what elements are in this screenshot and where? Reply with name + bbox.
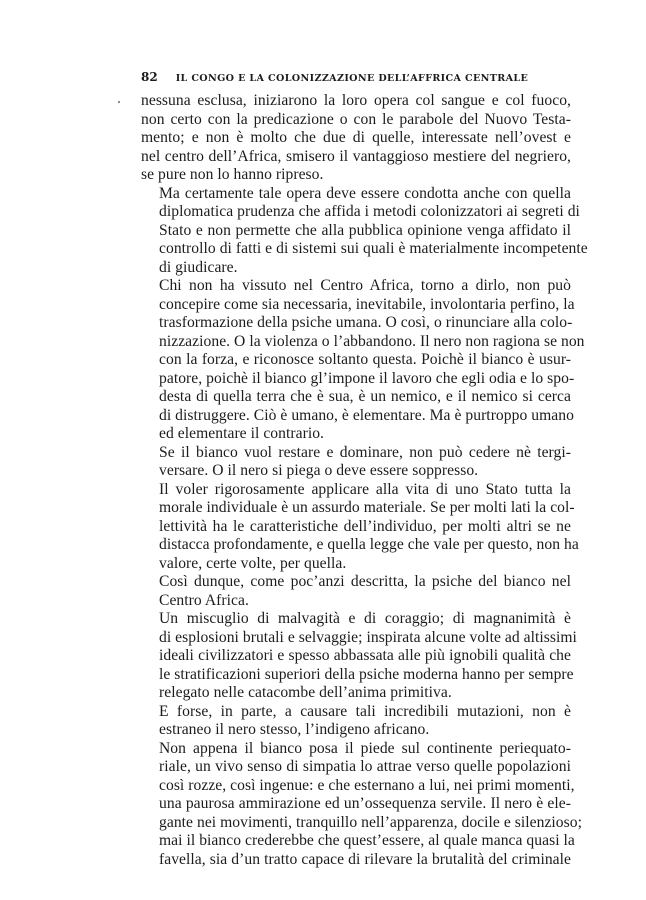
text-line: Centro Africa. (159, 591, 249, 609)
text-line: desta di quella terra che è sua, è un nemico, e il nemico si cerca (159, 388, 571, 405)
text-line: controllo di fatti e di sistemi sui quali è materialmente incompetente (159, 240, 588, 257)
text-line: favella, sia d’un tratto capace di rilevare la brutalità del criminale (159, 850, 571, 868)
text-line: Così dunque, come poc’anzi descritta, la psiche del bianco nel (159, 573, 571, 590)
paragraph (141, 573, 571, 610)
page-number: 82 (141, 70, 158, 84)
text-line: Il voler rigorosamente applicare alla vita di uno Stato tutta la (159, 480, 571, 498)
text-line: lettività ha le caratteristiche dell’individuo, per molti altri se ne (159, 517, 571, 535)
margin-speck (118, 101, 120, 103)
running-header (141, 70, 571, 86)
text-line: Se il bianco vuol restare e dominare, non può cedere nè tergi- (159, 443, 571, 461)
text-line: di giudicare. (159, 258, 238, 276)
paragraph (141, 739, 582, 870)
text-line: gante nei movimenti, tranquillo nell’apparenza, docile e silenzioso; (159, 813, 582, 831)
text-line: riale, un vivo senso di simpatia lo attrae verso quelle popolazioni (159, 758, 571, 775)
text-line: Un miscuglio di malvagità e di coraggio; di magnanimità è (159, 610, 571, 627)
text-line: morale individuale è un assurdo materiale. Se per molti lati la col- (159, 499, 575, 516)
text-line: diplomatica prudenza che affida i metodi colonizzatori ai segreti di (159, 203, 580, 220)
running-title: IL CONGO E LA COLONIZZAZIONE DELL’AFFRICA CENTRALE (175, 73, 529, 84)
text-line: Chi non ha vissuto nel Centro Africa, torno a dirlo, non può (159, 277, 571, 294)
body-text (141, 92, 588, 869)
text-line: nessuna esclusa, iniziarono la loro opera col sangue e col fuoco, (141, 92, 571, 109)
text-line: trasformazione della psiche umana. O così, o rinunciare alla colo- (159, 314, 573, 331)
text-line: ed elementare il contrario. (159, 425, 325, 442)
text-line: patore, poichè il bianco gl’impone il lavoro che egli odia e lo spo- (159, 369, 575, 387)
text-line: concepire come sia necessaria, inevitabile, involontaria perfino, la (159, 295, 575, 313)
text-line: nel centro dell’Africa, smisero il vantaggioso mestiere del negriero, (141, 147, 571, 165)
paragraph (141, 444, 571, 481)
text-line: se pure non lo hanno ripreso. (141, 166, 324, 183)
text-line: valore, certe volte, per quella. (159, 554, 347, 572)
text-line: versare. O il nero si piega o deve essere soppresso. (159, 462, 479, 479)
text-line: così rozze, così ingenue: e che esternano a lui, nei primi momenti, (159, 776, 575, 794)
text-line: relegato nelle catacombe dell’anima primitiva. (159, 684, 452, 701)
text-line: con la forza, e riconosce soltanto questa. Poichè il bianco è usur- (159, 351, 571, 368)
text-line: mento; e non è molto che due di quelle, interessate nell’ovest e (141, 129, 571, 146)
text-line: Non appena il bianco posa il piede sul continente periequato- (159, 739, 571, 757)
text-line: le stratificazioni superiori della psiche moderna hanno per sempre (159, 665, 574, 683)
text-line: di esplosioni brutali e selvaggie; inspirata alcune volte ad altissimi (159, 628, 577, 646)
text-line: di distruggere. Ciò è umano, è elementare. Ma è purtroppo umano (159, 406, 574, 424)
text-line: Stato e non permette che alla pubblica opinione venga affidato il (159, 221, 571, 239)
text-line: mai il bianco crederebbe che quest’essere, al quale manca quasi la (159, 832, 575, 849)
text-line: non certo con la predicazione o con le parabole del Nuovo Testa- (141, 110, 571, 128)
paragraph (141, 92, 571, 185)
text-line: ideali civilizzatori e spesso abbassata alle più ignobili qualità che (159, 647, 571, 664)
text-line: Ma certamente tale opera deve essere condotta anche con quella (159, 184, 571, 202)
paragraph (141, 703, 571, 740)
paragraph (141, 277, 585, 444)
text-line: nizzazione. O la violenza o l’abbandono. Il nero non ragiona se non (159, 332, 585, 350)
text-line: una paurosa ammirazione ed un’ossequenza servile. Il nero è ele- (159, 795, 571, 812)
text-line: E forse, in parte, a causare tali incredibili mutazioni, non è (159, 702, 571, 720)
paragraph (141, 184, 588, 278)
paragraph (141, 480, 579, 574)
text-line: distacca profondamente, e quella legge che vale per questo, non ha (159, 536, 579, 553)
paragraph (141, 610, 577, 703)
text-line: estraneo il nero stesso, l’indigeno africano. (159, 721, 430, 738)
